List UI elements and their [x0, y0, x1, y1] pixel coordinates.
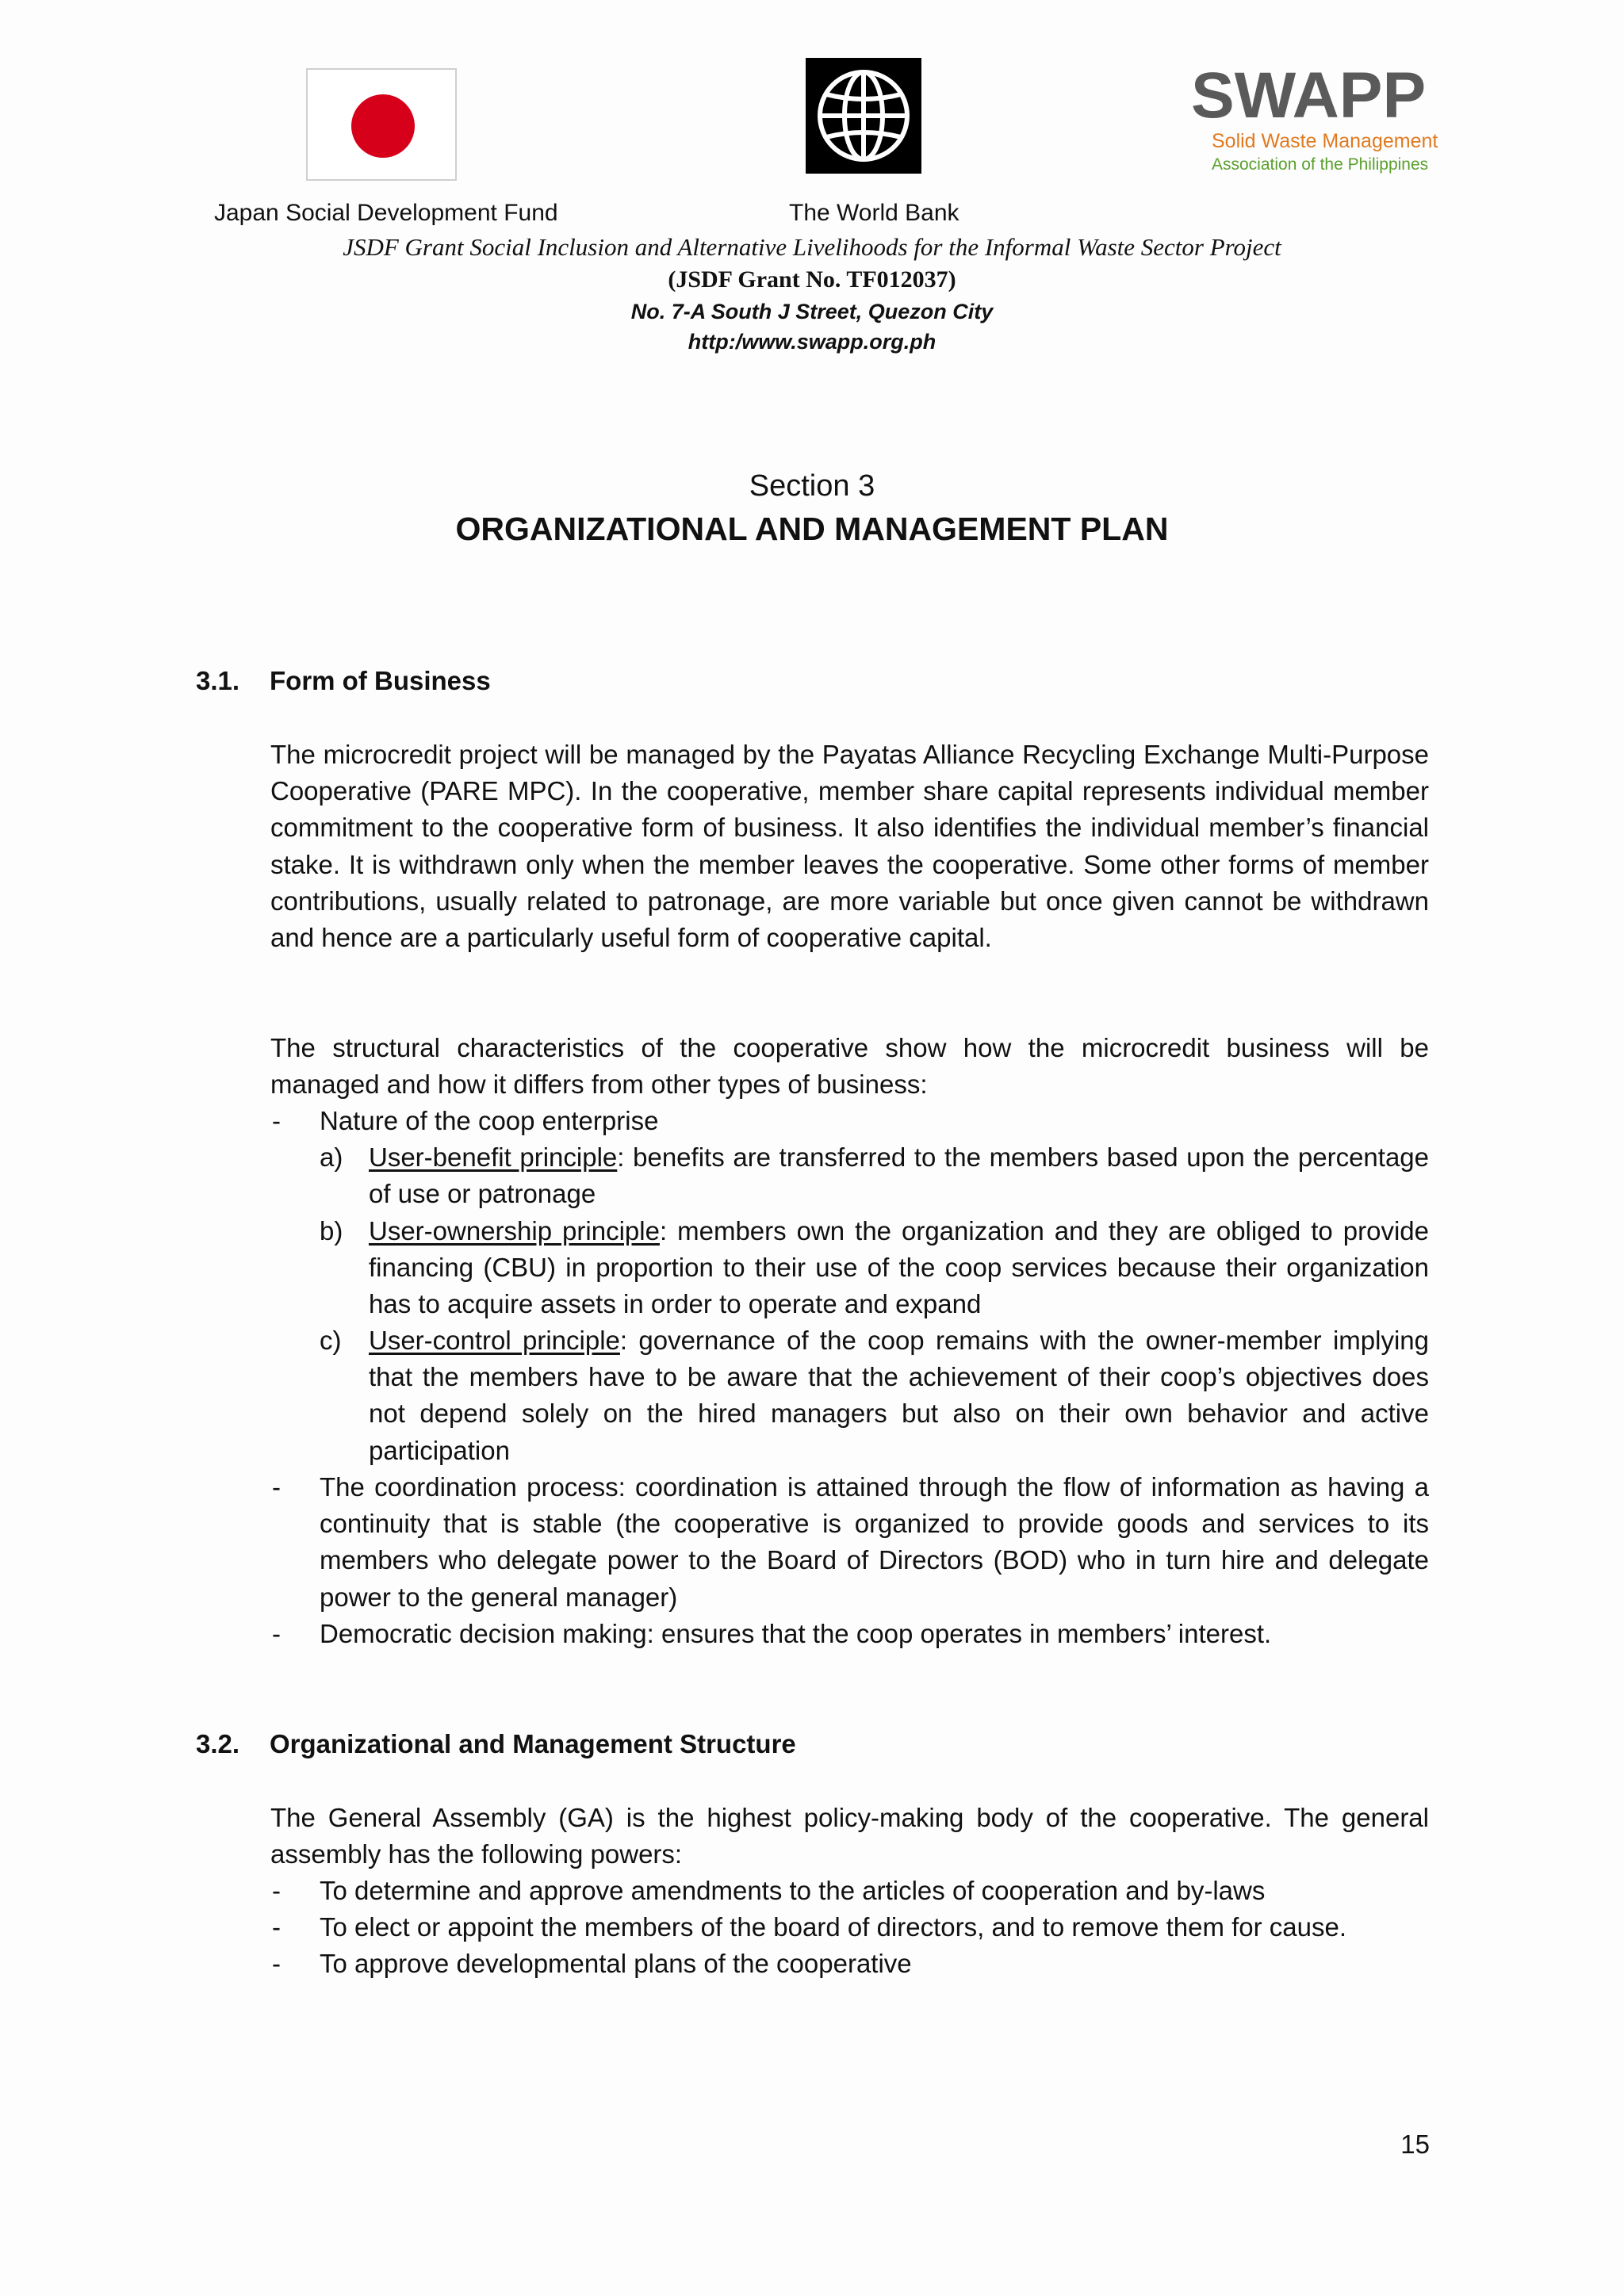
paragraph-structural-characteristics: The structural characteristics of the cooperative show how the microcredit business will be managed and how it differs from other types of business: [270, 1033, 1429, 1100]
world-bank-globe-icon [806, 58, 921, 174]
paragraph-form-of-business: The microcredit project will be managed by the Payatas Alliance Recycling Exchange Multi-Purpose Cooperative (PARE MPC). In the cooperative, member share capital represents individual member commitment to the cooperative form of business. It also identifies the individual member’s financial stake. It is withdrawn only when the member leaves the cooperative. Some other forms of member contributions, usually related to patronage, are more variable but once given cannot be withdrawn and hence are a particularly useful form of cooperative capital. [270, 740, 1429, 953]
bullet-dash: - [272, 1106, 281, 1135]
bullet-dash: - [272, 1876, 281, 1905]
address: No. 7-A South J Street, Quezon City [630, 300, 994, 323]
section-3-1-number: 3.1. [196, 666, 240, 695]
list-item-nature: Nature of the coop enterprise [320, 1106, 659, 1135]
bullet-dash: - [272, 1472, 281, 1502]
list-item-coordination: The coordination process: coordination is attained through the flow of information as having a continuity that is stable (the cooperative is organized to provide goods and services to its members who delegate power to the Board of Directors (BOD) who in turn hire and delegate power to the general manager) [320, 1472, 1429, 1612]
jsdf-caption: Japan Social Development Fund [214, 200, 558, 226]
world-bank-caption: The World Bank [789, 200, 959, 226]
list-item-user-benefit: User-benefit principle: benefits are transferred to the members based upon the percentage of use or patronage [369, 1142, 1430, 1209]
website: http:/www.swapp.org.ph [688, 330, 936, 354]
section-3-1-heading: Form of Business [270, 666, 491, 695]
bullet-dash: - [272, 1619, 281, 1648]
sub-marker-b: b) [320, 1216, 343, 1246]
page-number: 15 [1400, 2130, 1430, 2159]
list-item-user-ownership: User-ownership principle: members own the organization and they are obliged to provide financing (CBU) in proportion to their use of the coop services because their organization has to acquire assets in order to operate and expand [369, 1216, 1429, 1319]
term-user-benefit: User-benefit principle [369, 1142, 618, 1172]
swapp-logo [1189, 57, 1438, 184]
list-item-user-control: User-control principle: governance of the coop remains with the owner-member implying that the members have to be aware that the achievement of their coop’s objectives does not depend solely on the hired managers but also on their own behavior and active participation [369, 1326, 1429, 1465]
list-item-power: To determine and approve amendments to the articles of cooperation and by-laws [320, 1876, 1266, 1905]
list-item-power: To approve developmental plans of the cooperative [320, 1949, 912, 1978]
swapp-logo-text: SWAPP [1191, 59, 1427, 132]
bullet-dash: - [272, 1949, 281, 1978]
japan-flag-icon [306, 68, 457, 181]
term-user-ownership: User-ownership principle [369, 1216, 660, 1246]
sub-marker-c: c) [320, 1326, 342, 1355]
bullet-dash: - [272, 1912, 281, 1942]
section-3-2-number: 3.2. [196, 1729, 240, 1758]
list-item-power: To elect or appoint the members of the board of directors, and to remove them for cause. [320, 1912, 1347, 1942]
section-3-2-heading: Organizational and Management Structure [270, 1729, 796, 1758]
paragraph-general-assembly: The General Assembly (GA) is the highest policy-making body of the cooperative. The general assembly has the following powers: [270, 1803, 1429, 1869]
svg-text:Association of the Philippines: Association of the Philippines [1212, 155, 1429, 174]
sub-marker-a: a) [320, 1142, 343, 1172]
section-label: Section 3 [749, 469, 875, 503]
list-item-democratic: Democratic decision making: ensures that the coop operates in members’ interest. [320, 1619, 1272, 1648]
project-title: JSDF Grant Social Inclusion and Alternative Livelihoods for the Informal Waste Sector Project [343, 233, 1281, 261]
term-user-control: User-control principle [369, 1326, 620, 1355]
grant-number: (JSDF Grant No. TF012037) [668, 266, 956, 293]
svg-text:Solid Waste Management: Solid Waste Management [1212, 130, 1438, 152]
section-title: ORGANIZATIONAL AND MANAGEMENT PLAN [455, 511, 1169, 547]
